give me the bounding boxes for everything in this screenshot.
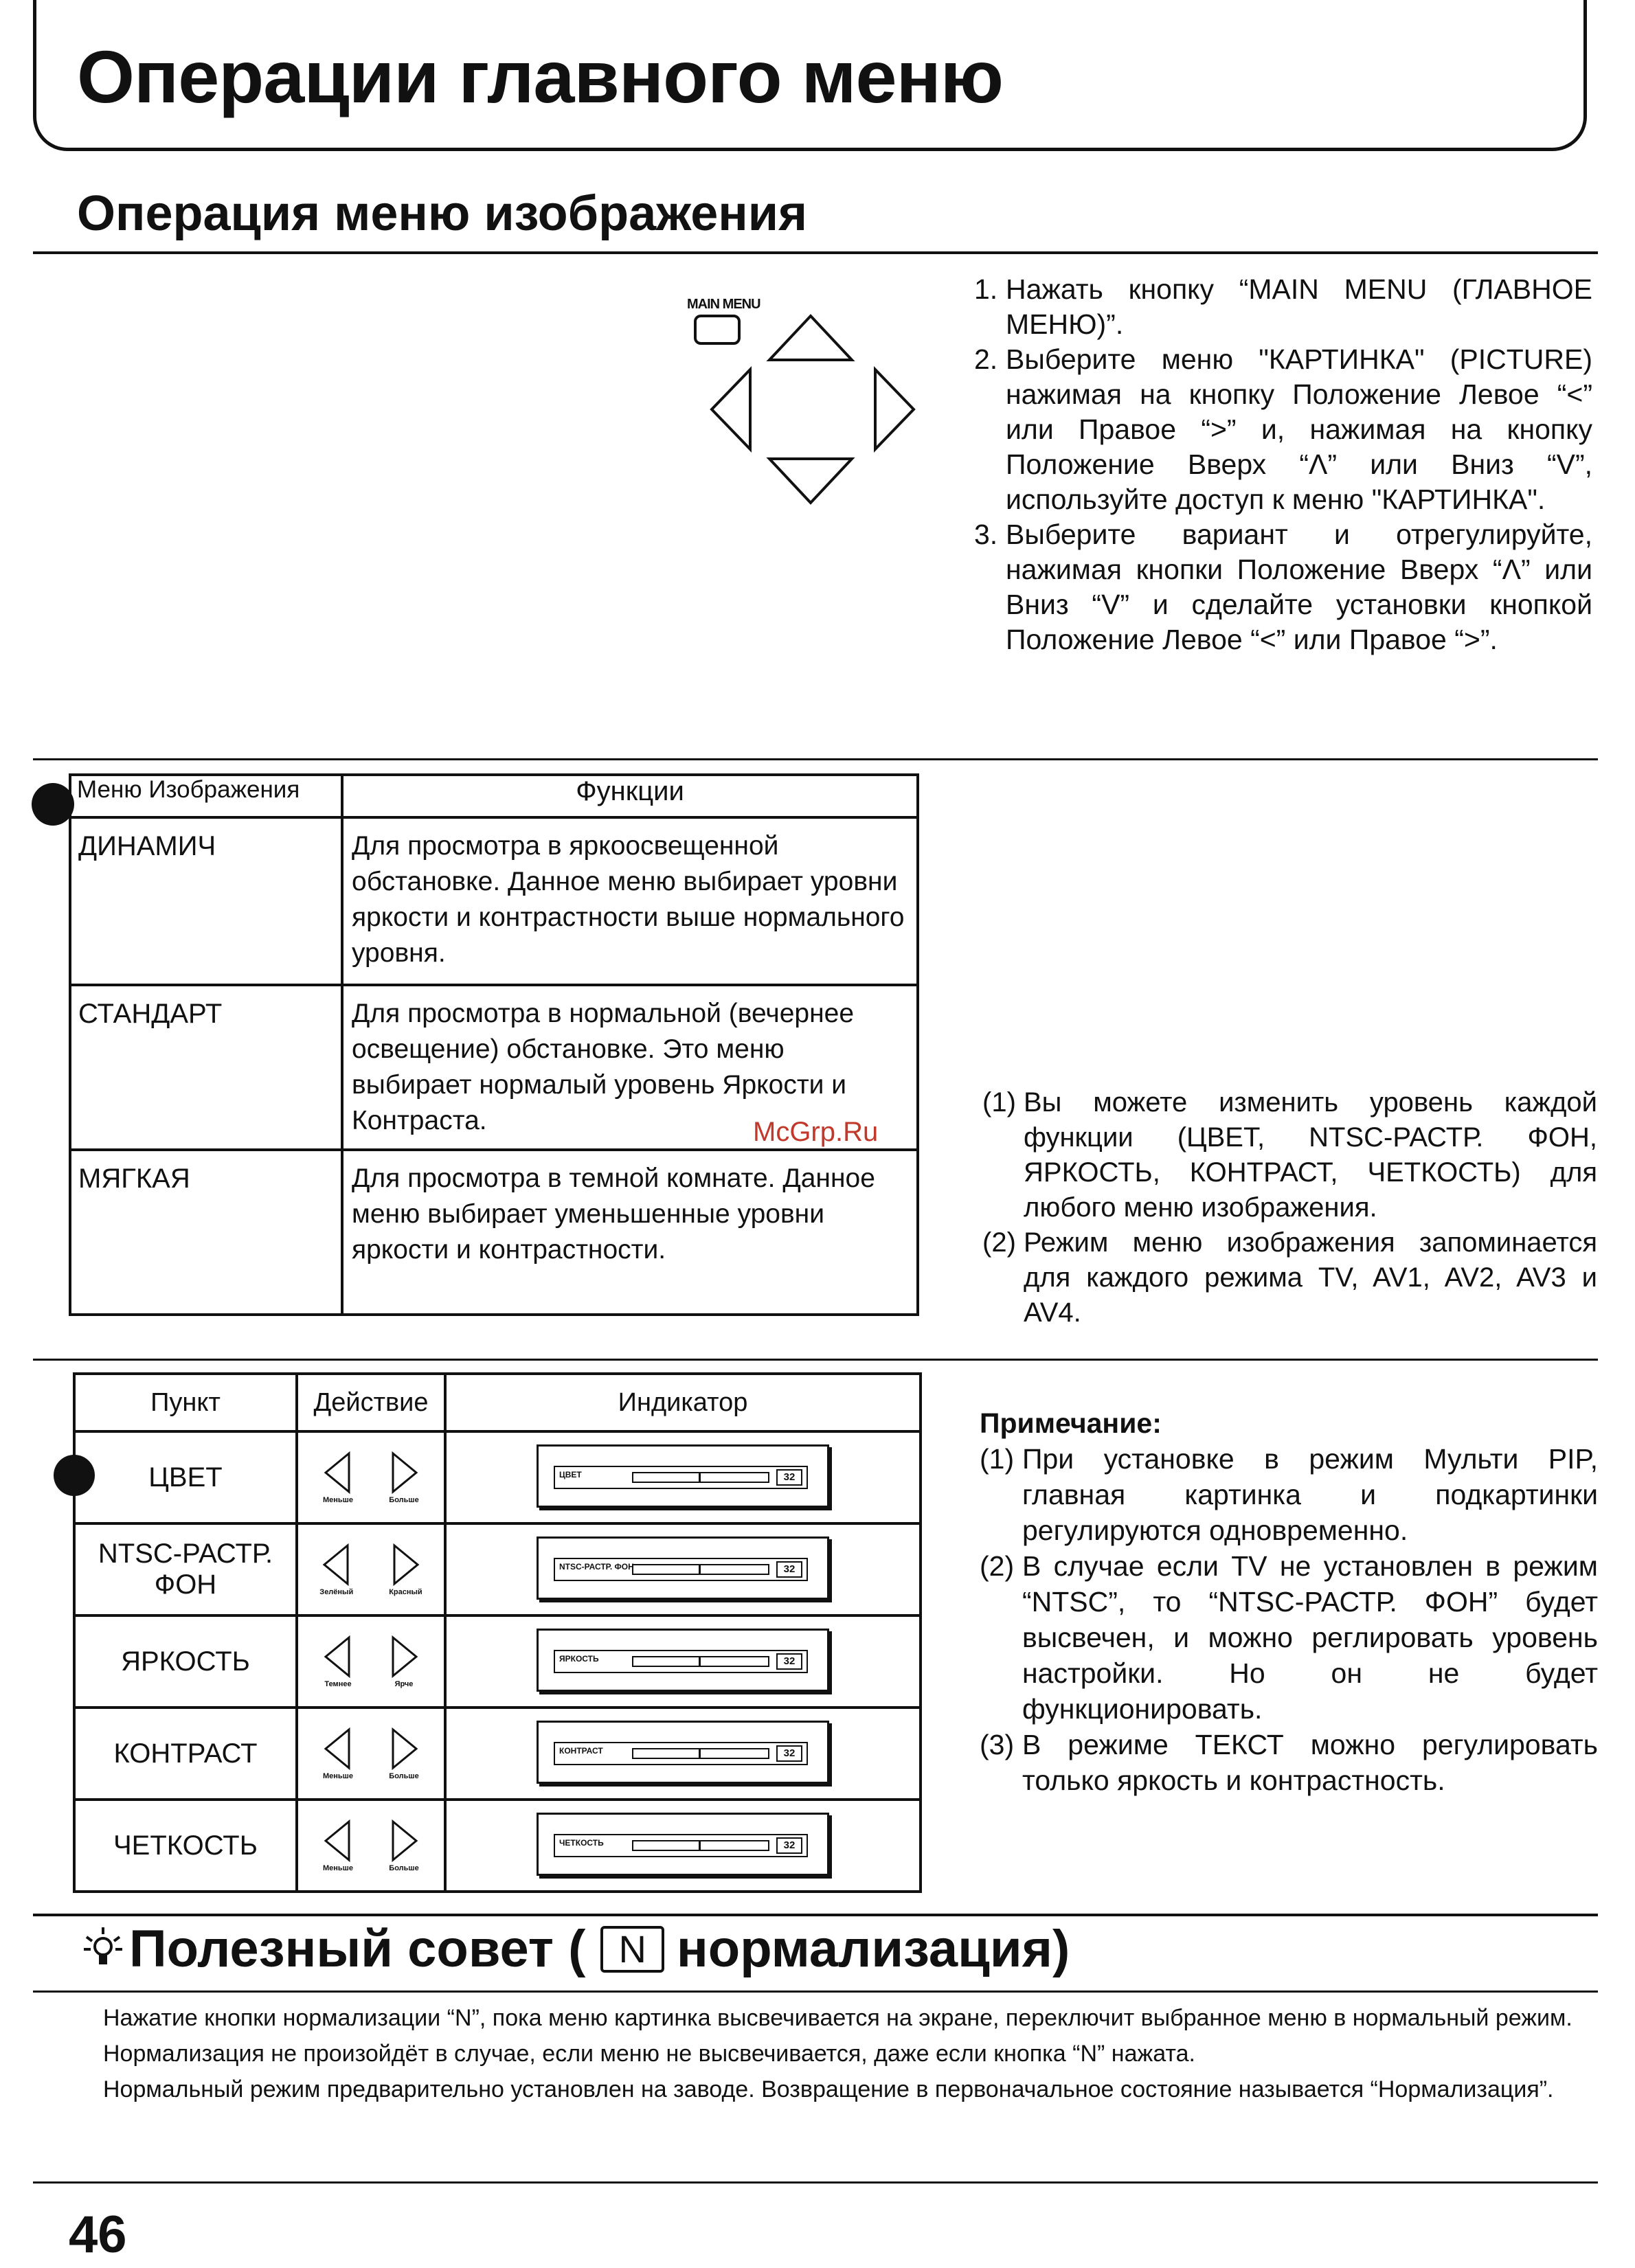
watermark: McGrp.Ru — [753, 1117, 879, 1147]
col-header-action: Действие — [297, 1374, 445, 1431]
action-cell — [297, 1708, 445, 1800]
notes-list — [982, 1085, 1597, 1330]
decrease-label: Меньше — [323, 1864, 353, 1872]
increase-label: Больше — [389, 1496, 419, 1504]
indicator-cell — [445, 1708, 921, 1800]
note-item: (1) Вы можете изменить уровень каждой функции (ЦВЕТ, NTSC-РАСТР. ФОН, ЯРКОСТЬ, КОНТРАСТ, ЧЕТКОСТЬ) для любого меню изображения. — [982, 1087, 1597, 1223]
item-name: ЧЕТКОСТЬ — [74, 1800, 297, 1892]
table-row — [74, 1615, 921, 1708]
item-name: NTSC-РАСТР. ФОН — [74, 1523, 297, 1615]
indicator-bar — [632, 1840, 769, 1851]
decrease-label: Меньше — [323, 1496, 353, 1504]
indicator-value: 32 — [776, 1469, 802, 1486]
indicator-screen — [537, 1629, 829, 1692]
divider-1 — [33, 758, 1598, 760]
right-arrow-icon — [389, 1727, 419, 1771]
right-arrow-icon — [389, 1451, 419, 1495]
bullet-marker — [32, 783, 74, 826]
picture-menu-table — [69, 773, 919, 1316]
tip-title — [81, 1920, 1070, 1978]
left-arrow-icon — [322, 1543, 352, 1587]
right-arrow-icon — [390, 1543, 420, 1587]
mode-description: Для просмотра в яркоосвещенной обстановке. Данное меню выбирает уровни яркости и контрастности выше нормального уровня. — [342, 817, 918, 985]
left-arrow-icon — [323, 1635, 353, 1679]
indicator-cell — [445, 1615, 921, 1708]
indicator-screen — [537, 1721, 829, 1784]
page-title: Операции главного меню — [77, 35, 1004, 118]
tip-paragraph: Нормализация не произойдёт в случае, если меню не высвечивается, даже если кнопка “N” нажата. — [103, 2041, 1195, 2067]
indicator-screen — [537, 1536, 829, 1600]
step-3: 3. Выберите вариант и отрегулируйте, нажимая кнопки Положение Вверх “Λ” или Вниз “V” и сделайте установки кнопкой Положение Левое “<” или Правое “>”. — [974, 519, 1592, 655]
item-name: ЯРКОСТЬ — [74, 1615, 297, 1708]
table-row — [70, 817, 918, 985]
divider-2 — [33, 1359, 1598, 1361]
left-arrow-icon — [712, 370, 750, 449]
table-header-row — [70, 775, 918, 817]
step-2: 2. Выберите меню "КАРТИНКА" (PICTURE) нажимая на кнопку Положение Левое “<” или Правое “>” и, нажимая на кнопку Положение Вверх “Λ” или Вниз “V”, используйте доступ к меню "КАРТИНКА". — [974, 343, 1592, 515]
mode-name: СТАНДАРТ — [70, 985, 342, 1150]
col-header-functions: Функции — [342, 775, 918, 817]
section-rule — [33, 251, 1598, 254]
indicator-bar — [632, 1564, 769, 1575]
tip-body — [103, 2000, 1601, 2107]
decrease-label: Меньше — [323, 1772, 353, 1780]
action-cell — [297, 1431, 445, 1523]
lightbulb-icon — [81, 1925, 125, 1974]
note-item: (3) В режиме ТЕКСТ можно регулировать только яркость и контрастность. — [980, 1729, 1598, 1796]
right-arrow-icon — [875, 370, 914, 449]
increase-label: Ярче — [394, 1680, 414, 1688]
table-row — [74, 1708, 921, 1800]
normalize-key-icon: N — [600, 1926, 664, 1973]
adjustment-table — [73, 1372, 922, 1893]
section-title: Операция меню изображения — [77, 186, 808, 241]
direction-pad-icon — [708, 309, 921, 508]
indicator-screen — [537, 1813, 829, 1876]
down-arrow-icon — [769, 459, 852, 503]
table-row — [70, 1150, 918, 1315]
mode-description: Для просмотра в нормальной (вечернее освещение) обстановке. Это меню выбирает нормалый уровень Яркости и Контраста. — [342, 985, 918, 1150]
col-header-indicator: Индикатор — [445, 1374, 921, 1431]
indicator-screen — [537, 1444, 829, 1508]
remarks-heading: Примечание: — [980, 1407, 1162, 1439]
table-row — [74, 1523, 921, 1615]
indicator-label: ЧЕТКОСТЬ — [559, 1837, 604, 1848]
up-arrow-icon — [769, 316, 852, 360]
footer-rule — [33, 2181, 1598, 2184]
note-item: (2) Режим меню изображения запоминается для каждого режима TV, AV1, AV2, AV3 и AV4. — [982, 1227, 1597, 1328]
bullet-marker — [54, 1455, 95, 1496]
table-row — [74, 1800, 921, 1892]
indicator-value: 32 — [776, 1561, 802, 1578]
indicator-label: ЯРКОСТЬ — [559, 1653, 599, 1664]
note-item: (2) В случае если TV не установлен в режим “NTSC”, то “NTSC-РАСТР. ФОН” будет высвечен, и можно реглировать уровень настройки. Но он не будет функционировать. — [980, 1550, 1598, 1725]
indicator-value: 32 — [776, 1653, 802, 1670]
left-arrow-icon — [323, 1727, 353, 1771]
page-number: 46 — [69, 2205, 127, 2264]
action-cell — [297, 1523, 445, 1615]
steps-list — [974, 272, 1592, 657]
tip-paragraph: Нажатие кнопки нормализации “N”, пока меню картинка высвечивается на экране, переключит выбранное меню в нормальный режим. — [103, 2005, 1572, 2031]
item-name: КОНТРАСТ — [74, 1708, 297, 1800]
left-arrow-icon — [323, 1451, 353, 1495]
mode-name: МЯГКАЯ — [70, 1150, 342, 1315]
note-item: (1) При установке в режим Мульти PIP, главная картинка и подкартинки регулируются одновременно. — [980, 1443, 1598, 1546]
tip-paragraph: Нормальный режим предварительно установлен на заводе. Возвращение в первоначальное состояние называется “Нормализация”. — [103, 2076, 1554, 2102]
increase-label: Красный — [389, 1588, 422, 1596]
indicator-cell — [445, 1431, 921, 1523]
main-menu-label: MAIN MENU — [687, 297, 760, 312]
col-header-menu: Меню Изображения — [70, 775, 342, 817]
tip-title-suffix: нормализация) — [676, 1920, 1070, 1978]
col-header-item: Пункт — [74, 1374, 297, 1431]
table-row — [74, 1431, 921, 1523]
indicator-label: КОНТРАСТ — [559, 1745, 603, 1756]
tip-title-prefix: Полезный совет ( — [129, 1920, 586, 1978]
indicator-cell — [445, 1800, 921, 1892]
right-arrow-icon — [389, 1635, 419, 1679]
divider-3 — [33, 1914, 1598, 1916]
table-header-row — [74, 1374, 921, 1431]
increase-label: Больше — [389, 1864, 419, 1872]
indicator-label: ЦВЕТ — [559, 1469, 582, 1479]
left-arrow-icon — [323, 1819, 353, 1863]
indicator-label: NTSC-РАСТР. ФОН — [559, 1561, 634, 1572]
decrease-label: Зелёный — [319, 1588, 354, 1596]
mode-name: ДИНАМИЧ — [70, 817, 342, 985]
mode-description: Для просмотра в темной комнате. Данное меню выбирает уменьшенные уровни яркости и контрастности. — [342, 1150, 918, 1315]
right-arrow-icon — [389, 1819, 419, 1863]
step-1: 1. Нажать кнопку “MAIN MENU (ГЛАВНОЕ МЕНЮ)”. — [974, 273, 1592, 340]
indicator-bar — [632, 1748, 769, 1759]
item-name: ЦВЕТ — [74, 1431, 297, 1523]
indicator-value: 32 — [776, 1837, 802, 1854]
decrease-label: Темнее — [324, 1680, 352, 1688]
indicator-value: 32 — [776, 1745, 802, 1762]
increase-label: Больше — [389, 1772, 419, 1780]
indicator-bar — [632, 1656, 769, 1667]
tip-rule — [33, 1991, 1598, 1993]
action-cell — [297, 1615, 445, 1708]
remarks — [980, 1405, 1598, 1798]
indicator-cell — [445, 1523, 921, 1615]
action-cell — [297, 1800, 445, 1892]
indicator-bar — [632, 1472, 769, 1483]
